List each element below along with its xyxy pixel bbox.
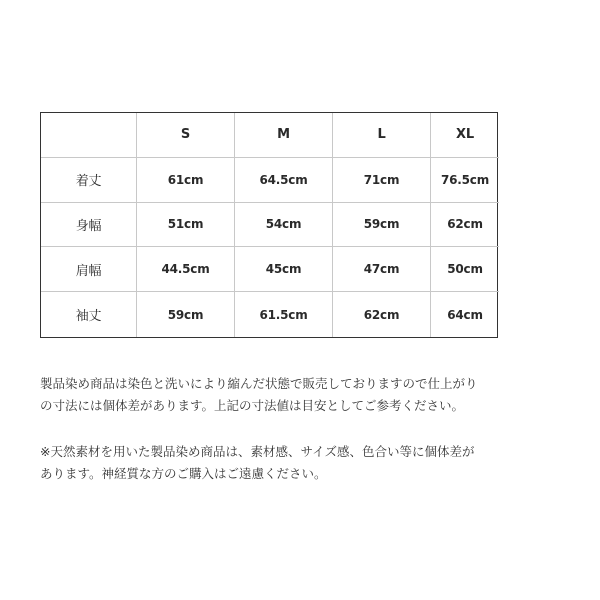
table-cell: 54cm xyxy=(235,203,333,248)
shrinkage-note-line-2: の寸法には個体差があります。上記の寸法値は目安としてご参考ください。 xyxy=(40,398,465,413)
table-cell: 44.5cm xyxy=(137,247,235,292)
row-label-length: 着丈 xyxy=(41,158,137,203)
table-cell: 76.5cm xyxy=(431,158,499,203)
shrinkage-note-line-1: 製品染め商品は染色と洗いにより縮んだ状態で販売しておりますので仕上がり xyxy=(40,376,478,391)
table-cell: 45cm xyxy=(235,247,333,292)
natural-material-note xyxy=(40,441,570,485)
size-table xyxy=(40,112,498,338)
row-label-shoulder: 肩幅 xyxy=(41,247,137,292)
table-cell: 50cm xyxy=(431,247,499,292)
table-cell: 59cm xyxy=(137,292,235,337)
table-corner-cell xyxy=(41,113,137,158)
table-cell: 51cm xyxy=(137,203,235,248)
column-header-s: S xyxy=(137,113,235,158)
table-cell: 64cm xyxy=(447,307,483,322)
natural-material-note-line-1: ※天然素材を用いた製品染め商品は、素材感、サイズ感、色合い等に個体差が xyxy=(40,444,475,459)
column-header-m: M xyxy=(235,113,333,158)
table-cell: 71cm xyxy=(333,158,431,203)
table-cell: 61cm xyxy=(137,158,235,203)
column-header-xl: XL xyxy=(431,113,499,158)
column-header-l: L xyxy=(333,113,431,158)
table-cell: 62cm xyxy=(333,292,431,337)
table-cell: 59cm xyxy=(333,203,431,248)
row-label-sleeve: 袖丈 xyxy=(41,292,137,337)
table-cell: 61.5cm xyxy=(235,292,333,337)
table-cell: 62cm xyxy=(431,203,499,248)
natural-material-note-line-2: あります。神経質な方のご購入はご遠慮ください。 xyxy=(40,466,327,481)
table-cell: 64.5cm xyxy=(235,158,333,203)
shrinkage-note xyxy=(40,373,570,417)
table-cell: 47cm xyxy=(333,247,431,292)
row-label-width: 身幅 xyxy=(41,203,137,248)
